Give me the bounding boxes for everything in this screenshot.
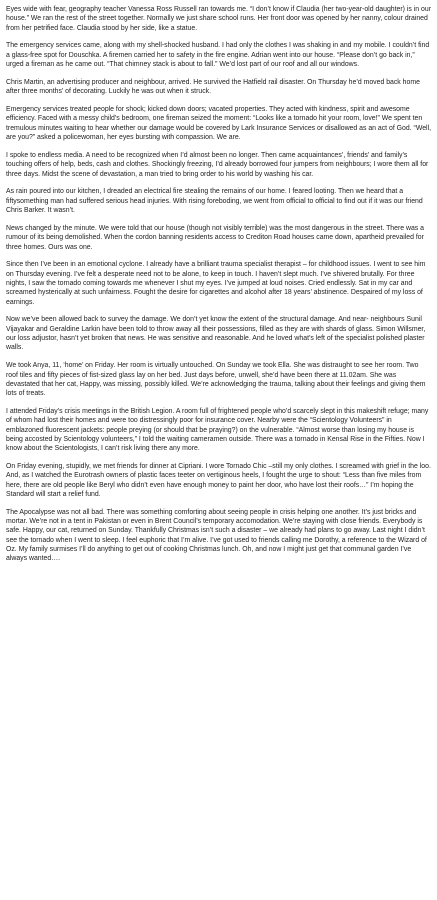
article-paragraph: Since then I’ve been in an emotional cyclone. I already have a brilliant trauma specialist therapist – for childhood issues. I went to see him on Thursday evening. I’ve felt a desperate need not to be alone, to keep in touch. I haven’t slept much. I’ve shivered brutally. For three nights, I saw the tornado coming towards me whenever I shut my eyes. I’ve jumped at loud noises. Cried endlessly. Sat in my car and screamed hysterically at such unfairness. Fought the desire for cigarettes and alcohol after 18 years’ abstinence. Despaired of my loss of earnings. bbox=[6, 261, 426, 306]
article-paragraph: On Friday evening, stupidly, we met friends for dinner at Cipriani. I wore Tornado Chic –still my only clothes. I screamed with grief in the loo. And, as I watched the Eurotrash owners of plastic faces teeter on vertiginous heels, I fought the urge to shout: “Less than five miles from here, there are old people like Beryl who didn’t even have enough money to paint her door, who have lost their roofs…” I’m hoping the Standard will start a relief fund. bbox=[6, 463, 431, 498]
article-paragraph: Now we’ve been allowed back to survey the damage. We don’t yet know the extent of the structural damage. And near- neighbours Sunil Vijayakar and Geraldine Larkin have been told to throw away all their possessions, filled as they are with shards of glass. Simon Willsmer, our loss adjustor, hasn’t yet broken that news. He was sensitive and reasonable. And he loved what’s left of the specialist polished plaster walls. bbox=[6, 316, 426, 352]
article-paragraph: The emergency services came, along with my shell-shocked husband. I had only the clothes I was shaking in and my mobile. I couldn’t find a glass-free spot for Douschka. A firemen carried her to safety in the fire engine. Adrian went into our house. “Please don’t go back in,” urged a fireman as he came out. “That chimney stack is about to fall.” We’d lost part of our roof and all our windows. bbox=[6, 42, 430, 69]
article-paragraph: As rain poured into our kitchen, I dreaded an electrical fire stealing the remains of our home. I feared looting. Then we heard that a fiftysomething man had suffered serious head injuries. With rising foreboding, we went from official to official to find out if it was our friend Chris Barker. It wasn’t. bbox=[6, 188, 423, 215]
article-paragraph: News changed by the minute. We were told that our house (though not visibly terrible) was the most dangerous in the street. There was a rumour of its being demolished. When the cordon banning residents access to Crediton Road houses came down, apartheid prevailed for three homes. Ours was one. bbox=[6, 224, 425, 251]
article-paragraph: I attended Friday’s crisis meetings in the British Legion. A room full of frightened people who’d scarcely slept in this makeshift refuge; many of whom had lost their homes and were too distressingly poor for insurance cover. Nearby were the “Scientology Volunteers” in emblazoned fluorescent jackets: people preying (or should that be praying?) on the vulnerable. “Almost worse than losing my house is being accosted by Scientology volunteers,” I told the waiting cameramen outside. There was a tornado in Kensal Rise in the Fifties. Now I know about the Scientologists, I can’t risk living there any more. bbox=[6, 408, 429, 453]
article-paragraph: The Apocalypse was not all bad. There was something comforting about seeing people in crisis helping one another. It’s just bricks and mortar. We’re not in a tent in Pakistan or even in Brent Council’s temporary accomodation. We’re staying with close friends. Everybody is safe. Happy, our cat, returned on Sunday. Thankfully Christmas isn’t such a disaster – we already had plans to go away. Last night I didn’t see the tornado when I went to sleep. I feel euphoric that I’m alive. I’ve got used to friends calling me Dorothy, a reference to the Wizard of Oz. My family surmises I’ll do anything to get out of cooking Christmas lunch. Oh, and now I might just get that communal garden I’ve always wanted…. bbox=[6, 508, 427, 563]
article-paragraph: I spoke to endless media. A need to be recognized when I’d almost been no longer. Then came acquaintances’, friends’ and family’s touching offers of help, beds, cash and clothes. Shockingly freezing, I’d already borrowed four jumpers from neighbours; I wore them all for three days. Midst the scene of devastation, a man tried to bring order to his world by washing his car. bbox=[6, 151, 429, 178]
article-paragraph: Eyes wide with fear, geography teacher Vanessa Ross Russell ran towards me. “I don’t know if Claudia (her two-year-old daughter) is in our house.” We ran the rest of the street together. Normally we just share school runs. Her front door was opened by her nanny, colour drained from her petrified face. Claudia stood by her side, like a statue. bbox=[6, 6, 431, 32]
article-paragraph: Emergency services treated people for shock; kicked down doors; vacated properties. They acted with kindness, spirit and awesome efficiency. Faced with a messy child’s bedroom, one fireman seized the moment: “Looks like a tornado hit your room, love!” We spent ten tremulous minutes waiting to hear whether our damage would be covered by Lark Insurance Services or disallowed as an act of God. “Well, are you?” asked a policewoman, her eyes bursting with compassion. We are. bbox=[6, 106, 432, 142]
article-paragraph: We took Anya, 11, ‘home’ on Friday. Her room is virtually untouched. On Sunday we took Ella. She was distraught to see her room. Two roof tiles and fifty pieces of fist-sized glass lay on her bed. Just days before, unwell, she’d have been there at 11.02am. She was devastated that her cat, Happy, was missing, possibly killed. We’re acknowledging the trauma, talking about their feelings and giving them lots of treats. bbox=[6, 362, 426, 398]
article-paragraph: Chris Martin, an advertising producer and neighbour, arrived. He survived the Hatfield rail disaster. On Thursday he’d moved back home after three months’ of decorating. Luckily he was out when it struck. bbox=[6, 78, 420, 96]
